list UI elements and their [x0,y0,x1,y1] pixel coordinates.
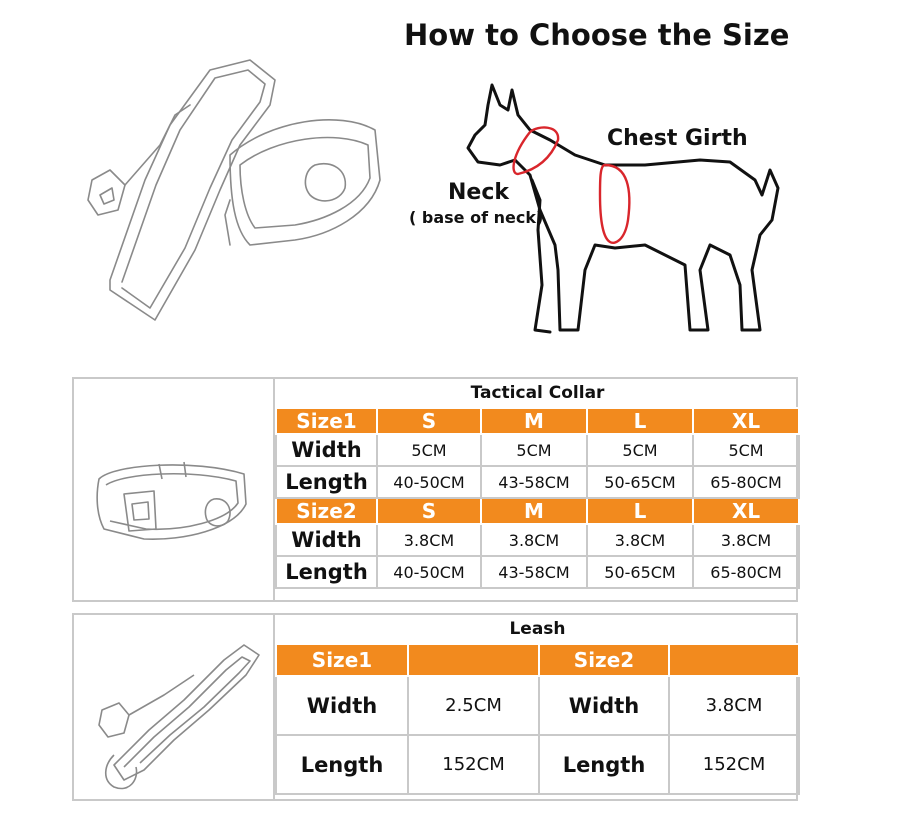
collar-sketch-icon [74,379,271,600]
table-cell: 3.8CM [669,676,799,735]
leash-sketch-icon [74,615,271,799]
table-row [276,434,799,466]
table-cell: 43-58CM [481,556,587,588]
table-row [276,466,799,498]
header-cell: Size2 [276,498,377,524]
collar-and-leash-sketch-icon [70,50,400,350]
table-cell: 5CM [693,434,799,466]
table-cell: 50-65CM [587,466,693,498]
leash-size-panel [72,613,798,801]
header-cell: S [377,498,481,524]
header-cell: L [587,498,693,524]
row-label: Length [276,466,377,498]
table-cell: 50-65CM [587,556,693,588]
table-row [276,676,799,735]
header-cell [408,644,539,676]
table-cell: 3.8CM [377,524,481,556]
neck-note-label: ( base of neck) [409,208,544,227]
leash-header-row [276,644,799,676]
collar-table-caption: Tactical Collar [470,383,605,403]
row-label: Length [276,735,408,794]
row-label: Length [276,556,377,588]
leash-size-table [275,615,800,795]
table-cell: 5CM [377,434,481,466]
header-cell: Size1 [276,644,408,676]
table-cell: 5CM [587,434,693,466]
row-label: Width [539,676,669,735]
table-cell: 5CM [481,434,587,466]
table-cell: 152CM [669,735,799,794]
table-cell: 43-58CM [481,466,587,498]
size1-header-row [276,408,799,434]
table-row [276,556,799,588]
row-label: Length [539,735,669,794]
table-cell: 40-50CM [377,556,481,588]
table-row [276,524,799,556]
table-cell: 40-50CM [377,466,481,498]
leash-table-caption: Leash [509,619,566,639]
header-cell: XL [693,408,799,434]
row-label: Width [276,524,377,556]
header-cell [669,644,799,676]
table-row [276,735,799,794]
table-cell: 3.8CM [587,524,693,556]
collar-thumbnail [74,379,275,600]
header-cell: Size1 [276,408,377,434]
header-cell: XL [693,498,799,524]
chest-girth-label: Chest Girth [607,126,748,151]
header-cell: M [481,498,587,524]
collar-size-table [275,379,800,589]
dog-silhouette-icon [400,70,800,340]
row-label: Width [276,676,408,735]
size2-header-row [276,498,799,524]
page-title: How to Choose the Size [404,18,790,52]
table-cell: 152CM [408,735,539,794]
header-cell: M [481,408,587,434]
neck-label: Neck [448,180,510,205]
header-cell: S [377,408,481,434]
table-cell: 65-80CM [693,466,799,498]
header-cell: Size2 [539,644,669,676]
table-cell: 2.5CM [408,676,539,735]
row-label: Width [276,434,377,466]
header-cell: L [587,408,693,434]
collar-size-panel [72,377,798,602]
table-cell: 65-80CM [693,556,799,588]
table-cell: 3.8CM [481,524,587,556]
table-cell: 3.8CM [693,524,799,556]
leash-thumbnail [74,615,275,799]
